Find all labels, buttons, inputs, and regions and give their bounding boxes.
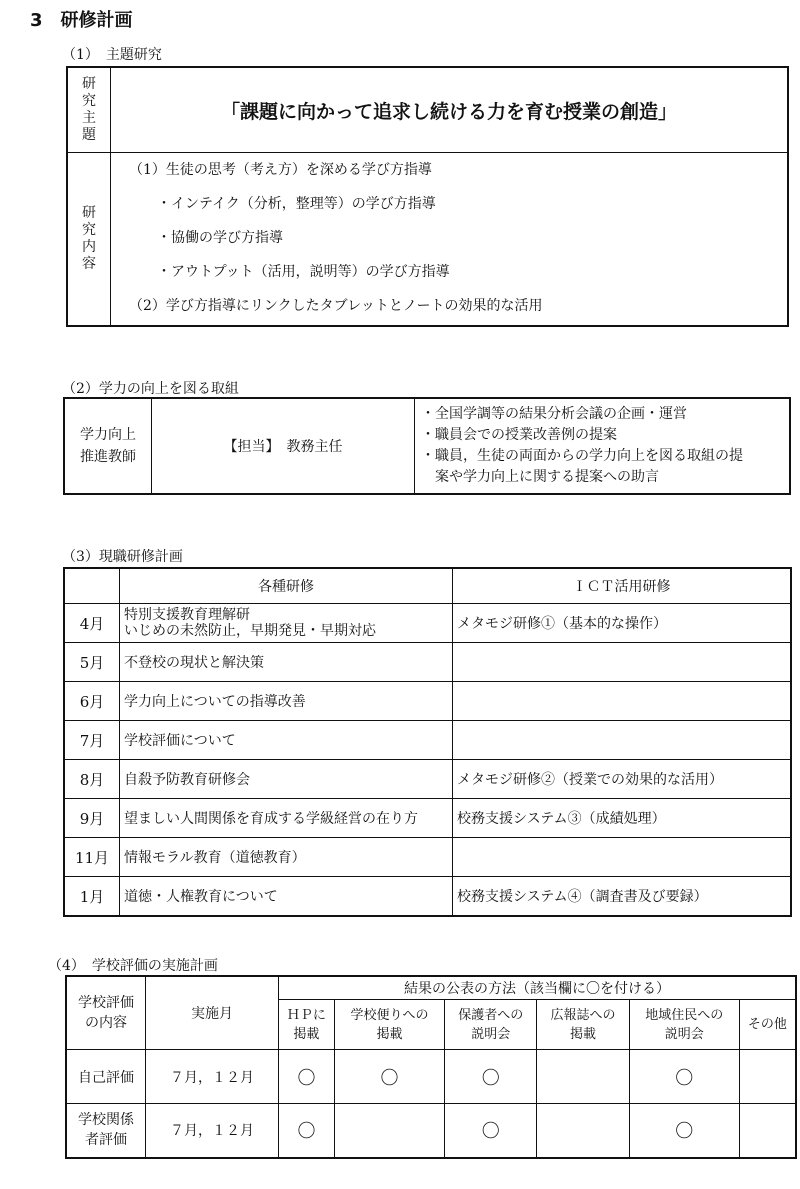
s1-label: （1） 主題研究: [62, 47, 162, 63]
method-newsletter: 学校便りへの 掲載: [334, 1000, 444, 1050]
content-item: （2）学び方指導にリンクしたタブレットとノートの効果的な活用: [129, 298, 543, 314]
section-heading: 3 研修計画: [30, 10, 133, 31]
research-contents: [111, 153, 789, 327]
header-publish-method: 結果の公表の方法（該当欄に〇を付ける）: [279, 976, 797, 1000]
method-pr: 広報誌への 掲載: [537, 1000, 629, 1050]
role-cell: 学力向上 推進教師: [64, 398, 152, 494]
header-kenshu: 各種研修: [120, 568, 453, 604]
table-row: 7月 学校評価について: [64, 721, 791, 760]
header-blank: [64, 568, 120, 604]
header-month: 実施月: [146, 976, 279, 1050]
table-row: 8月 自殺予防教育研修会 メタモジ研修②（授業での効果的な活用）: [64, 760, 791, 799]
content-item: （1）生徒の思考（考え方）を深める学び方指導: [129, 162, 432, 178]
tanto-cell: 【担当】 教務主任: [152, 398, 415, 494]
content-item: ・アウトプット（活用，説明等）の学び方指導: [157, 264, 450, 280]
duty-item: ・職員会での授業改善例の提案: [421, 427, 617, 443]
s3-label: （3）現職研修計画: [62, 549, 183, 565]
header-ict: ＩＣＴ活用研修: [453, 568, 792, 604]
table-row: 11月 情報モラル教育（道徳教育）: [64, 838, 791, 877]
table-row: 6月 学力向上についての指導改善: [64, 682, 791, 721]
school-evaluation-table: [65, 975, 797, 1159]
duties-cell: [415, 398, 791, 494]
method-other: その他: [739, 1000, 796, 1050]
table-row: 4月 特別支援教育理解研 いじめの未然防止，早期発見・早期対応 メタモジ研修①（基本的な操作）: [64, 604, 791, 643]
research-theme-table: [66, 66, 789, 327]
s4-label: （4） 学校評価の実施計画: [48, 958, 218, 974]
s2-label: （2）学力の向上を図る取組: [62, 381, 239, 397]
duty-item: ・職員，生徒の両面からの学力向上を図る取組の提: [421, 448, 743, 464]
content-item: ・インテイク（分析，整理等）の学び方指導: [157, 196, 436, 212]
table-row: 5月 不登校の現状と解決策: [64, 643, 791, 682]
method-residents: 地域住民への 説明会: [629, 1000, 739, 1050]
method-hp: ＨＰに 掲載: [279, 1000, 335, 1050]
duty-item: 案や学力向上に関する提案への助言: [421, 469, 659, 485]
theme-label: 研 究 主 題: [67, 67, 111, 153]
table-row: 自己評価 ７月，１２月 〇 〇 〇 〇: [66, 1050, 796, 1104]
academic-improvement-table: [63, 397, 791, 495]
training-plan-table: [63, 567, 792, 917]
header-content: 学校評価 の内容: [66, 976, 146, 1050]
content-item: ・協働の学び方指導: [157, 230, 283, 246]
method-parents: 保護者への 説明会: [445, 1000, 537, 1050]
duty-item: ・全国学調等の結果分析会議の企画・運営: [421, 406, 687, 422]
table-row: 1月 道徳・人権教育について 校務支援システム④（調査書及び要録）: [64, 877, 791, 917]
content-label: 研 究 内 容: [67, 153, 111, 327]
table-row: 9月 望ましい人間関係を育成する学級経営の在り方 校務支援システム③（成績処理）: [64, 799, 791, 838]
research-theme: 「課題に向かって追求し続ける力を育む授業の創造」: [111, 67, 789, 153]
table-row: 学校関係 者評価 ７月，１２月 〇 〇 〇: [66, 1104, 796, 1158]
